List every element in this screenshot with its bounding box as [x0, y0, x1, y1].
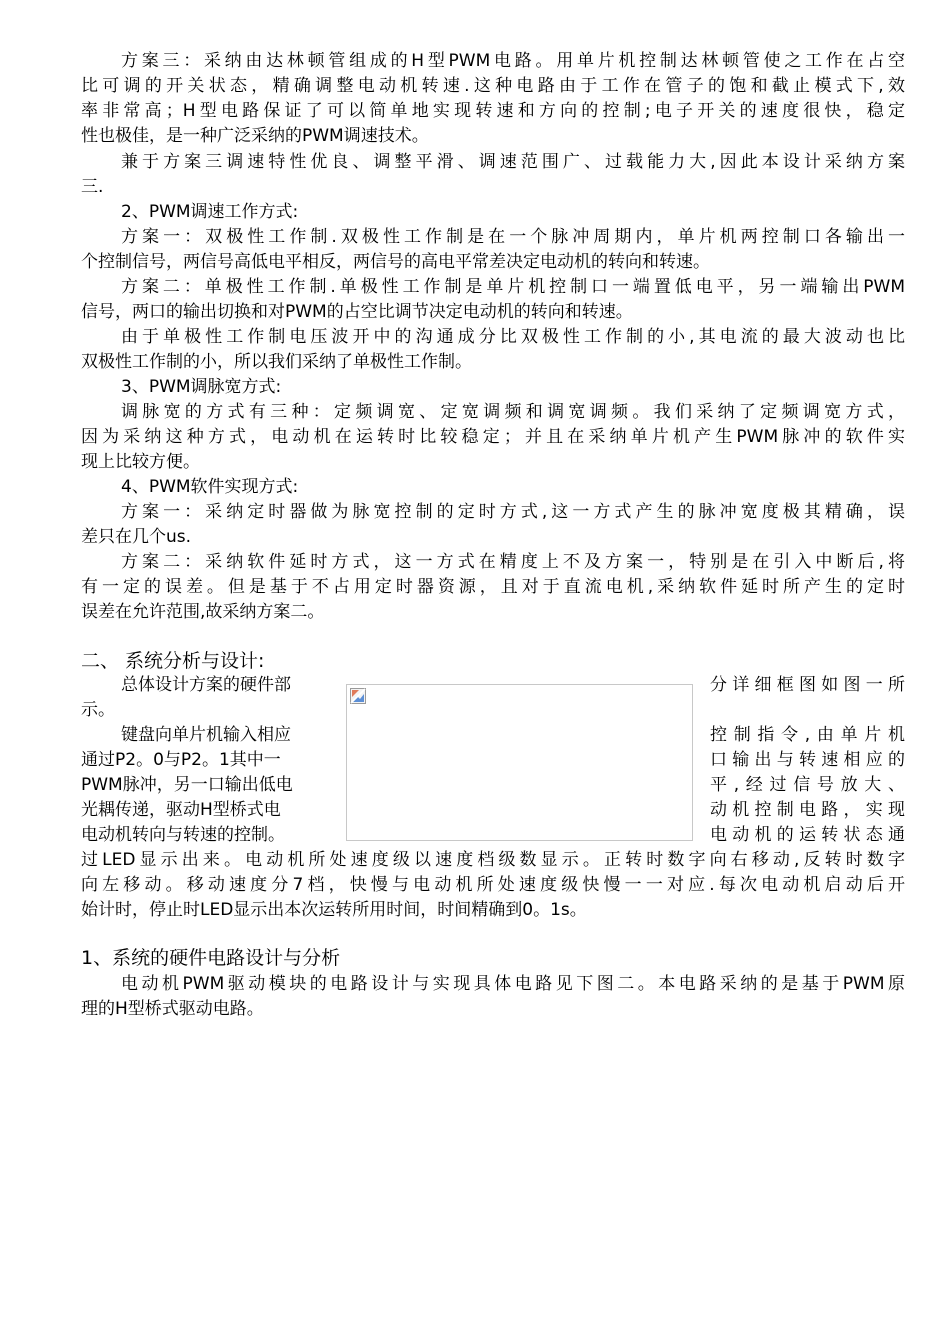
paragraph-line: 方案一：双极性工作制.双极性工作制是在一个脉冲周期内，单片机两控制口各输出一 — [121, 227, 905, 247]
wrap-text-right: 动机控制电路，实现 — [710, 800, 905, 820]
wrap-text-right: 分详细框图如图一所 — [710, 675, 905, 695]
subheading: 4、PWM软件实现方式: — [121, 477, 299, 497]
paragraph-line: 始计时，停止时LED显示出本次运转所用时间，时间精确到0。1s。 — [81, 900, 587, 920]
paragraph-line: 有一定的误差。但是基于不占用定时器资源，且对于直流电机,采纳软件延时所产生的定时 — [81, 577, 905, 597]
paragraph-line: 性也极佳，是一种广泛采纳的PWM调速技术。 — [81, 126, 429, 146]
paragraph-line: 方案一：采纳定时器做为脉宽控制的定时方式,这一方式产生的脉冲宽度极其精确，误 — [121, 502, 905, 522]
subheading: 3、PWM调脉宽方式: — [121, 377, 282, 397]
paragraph-line: 过LED显示出来。电动机所处速度级以速度档级数显示。正转时数字向右移动,反转时数字 — [81, 850, 905, 870]
paragraph-line: 方案二：采纳软件延时方式，这一方式在精度上不及方案一，特别是在引入中断后,将 — [121, 552, 905, 572]
paragraph-line: 三. — [81, 177, 104, 197]
section-heading: 二、 系统分析与设计: — [81, 650, 265, 672]
paragraph-line: 率非常高；H型电路保证了可以简单地实现转速和方向的控制;电子开关的速度很快，稳定 — [81, 101, 905, 121]
paragraph-line: 信号，两口的输出切换和对PWM的占空比调节决定电动机的转向和转速。 — [81, 302, 633, 322]
paragraph-line: 比可调的开关状态，精确调整电动机转速.这种电路由于工作在管子的饱和截止模式下,效 — [81, 76, 905, 96]
broken-image-icon — [350, 688, 366, 704]
section-heading: 1、系统的硬件电路设计与分析 — [81, 947, 341, 969]
wrap-text-left: PWM脉冲，另一口输出低电 — [81, 775, 293, 795]
paragraph-line: 理的H型桥式驱动电路。 — [81, 999, 264, 1019]
paragraph-line: 差只在几个us. — [81, 527, 192, 547]
subheading: 2、PWM调速工作方式: — [121, 202, 299, 222]
paragraph-line: 兼于方案三调速特性优良、调整平滑、调速范围广、过载能力大,因此本设计采纳方案 — [121, 152, 905, 172]
wrap-text-left: 键盘向单片机输入相应 — [121, 725, 291, 745]
paragraph-line: 双极性工作制的小，所以我们采纳了单极性工作制。 — [81, 352, 472, 372]
paragraph-line: 因为采纳这种方式，电动机在运转时比较稳定；并且在采纳单片机产生PWM脉冲的软件实 — [81, 427, 905, 447]
wrap-text-right: 控制指令,由单片机 — [710, 725, 905, 745]
wrap-text-left: 示。 — [81, 700, 115, 720]
wrap-text-left: 通过P2。0与P2。1其中一 — [81, 750, 281, 770]
wrap-text-right: 平,经过信号放大、 — [710, 775, 905, 795]
paragraph-line: 电动机PWM驱动模块的电路设计与实现具体电路见下图二。本电路采纳的是基于PWM原 — [121, 974, 905, 994]
wrap-text-right: 口输出与转速相应的 — [710, 750, 905, 770]
figure-image-placeholder — [346, 684, 693, 841]
wrap-text-left: 总体设计方案的硬件部 — [121, 675, 291, 695]
paragraph-line: 现上比较方便。 — [81, 452, 200, 472]
paragraph-line: 调脉宽的方式有三种：定频调宽、定宽调频和调宽调频。我们采纳了定频调宽方式， — [121, 402, 905, 422]
paragraph-line: 方案三：采纳由达林顿管组成的H型PWM电路。用单片机控制达林顿管使之工作在占空 — [121, 51, 905, 71]
wrap-text-left: 光耦传递，驱动H型桥式电 — [81, 800, 281, 820]
paragraph-line: 方案二：单极性工作制.单极性工作制是单片机控制口一端置低电平，另一端输出PWM — [121, 277, 905, 297]
paragraph-line: 向左移动。移动速度分7档，快慢与电动机所处速度级快慢一一对应.每次电动机启动后开 — [81, 875, 905, 895]
paragraph-line: 由于单极性工作制电压波开中的沟通成分比双极性工作制的小,其电流的最大波动也比 — [121, 327, 905, 347]
wrap-text-right: 电动机的运转状态通 — [710, 825, 905, 845]
paragraph-line: 误差在允许范围,故采纳方案二。 — [81, 602, 325, 622]
wrap-text-left: 电动机转向与转速的控制。 — [81, 825, 285, 845]
paragraph-line: 个控制信号，两信号高低电平相反，两信号的高电平常差决定电动机的转向和转速。 — [81, 252, 710, 272]
